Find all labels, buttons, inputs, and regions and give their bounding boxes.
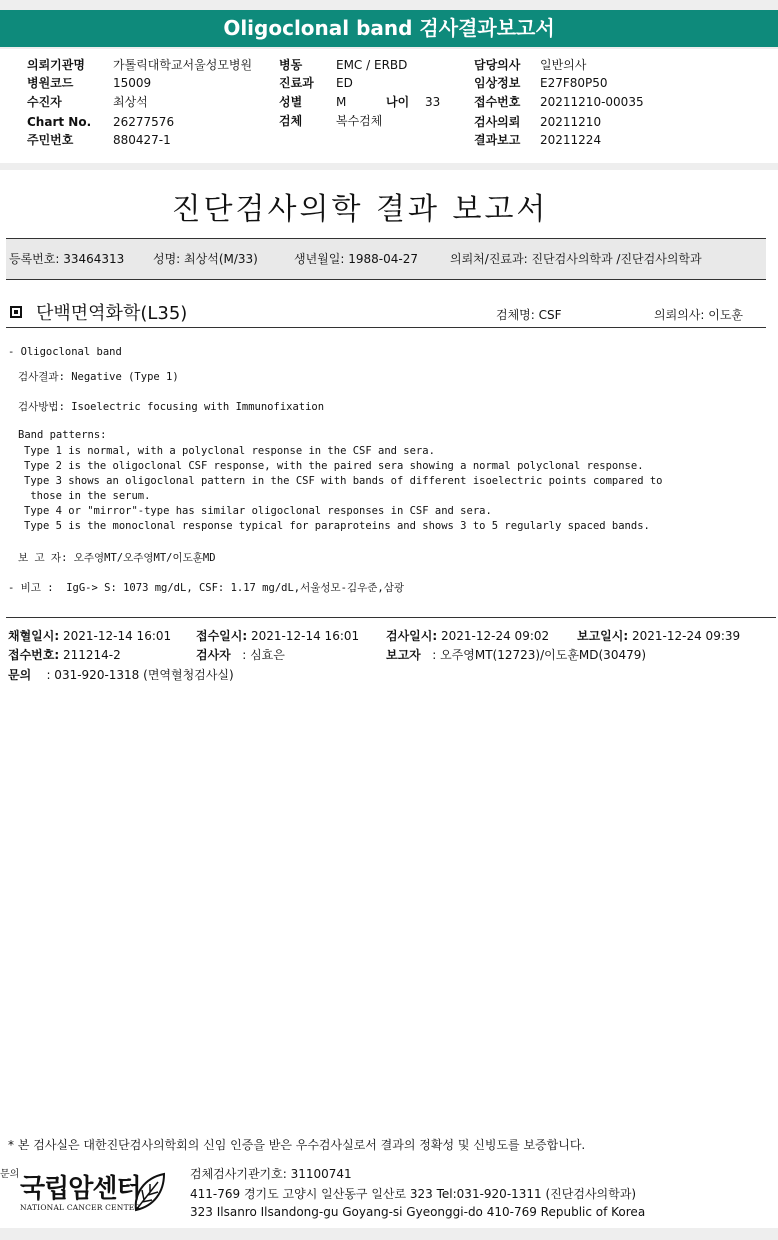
info-label: Chart No. bbox=[27, 115, 92, 129]
band-pattern-line: Type 2 is the oligoclonal CSF response, with the paired sera showing a normal polyclonal response. bbox=[24, 460, 644, 472]
band-pattern-line: Type 5 is the monoclonal response typical for paraproteins and shows 3 to 5 regularly spaced bands. bbox=[24, 520, 650, 532]
info-value: M bbox=[336, 95, 347, 109]
info-label: 검사의뢰 bbox=[474, 115, 521, 129]
request-info-panel bbox=[0, 49, 778, 163]
info-label: 접수번호 bbox=[474, 95, 521, 109]
test-result: 검사결과: Negative (Type 1) bbox=[18, 371, 179, 383]
birth-date: 생년월일: 1988-04-27 bbox=[294, 252, 418, 266]
info-label: 주민번호 bbox=[27, 133, 74, 147]
logo-text: 국립암센터 bbox=[20, 1174, 141, 1204]
ordering-doctor: 의뢰의사: 이도훈 bbox=[654, 308, 744, 322]
band-patterns-title: Band patterns: bbox=[18, 429, 107, 441]
tester: 검사자 : 심효은 bbox=[196, 648, 285, 662]
info-value: 일반의사 bbox=[540, 58, 587, 72]
info-label: 나이 bbox=[386, 95, 410, 109]
collect-datetime: 채혈일시: 2021-12-14 16:01 bbox=[8, 629, 172, 643]
info-value: 20211224 bbox=[540, 133, 602, 147]
info-value: 20211210 bbox=[540, 115, 602, 129]
report-paper bbox=[0, 170, 778, 1228]
institution-code: 검체검사기관기호: 31100741 bbox=[190, 1167, 352, 1181]
divider bbox=[6, 617, 776, 618]
band-pattern-line: Type 3 shows an oligoclonal pattern in the CSF with bands of different isoelectric points compared to bbox=[24, 475, 663, 487]
referring-dept: 의뢰처/진료과: 진단검사의학과 /진단검사의학과 bbox=[450, 252, 702, 266]
info-value: 복수검체 bbox=[336, 114, 383, 128]
report-title: 진단검사의학 결과 보고서 bbox=[171, 192, 549, 227]
info-value: E27F80P50 bbox=[540, 76, 608, 90]
report-datetime: 보고일시: 2021-12-24 09:39 bbox=[577, 629, 741, 643]
receive-number: 접수번호: 211214-2 bbox=[8, 648, 121, 662]
info-label: 임상정보 bbox=[474, 76, 521, 90]
reporter-line: 보 고 자: 오주영MT/오주영MT/이도훈MD bbox=[18, 552, 216, 564]
info-value: 20211210-00035 bbox=[540, 95, 644, 109]
band-pattern-line: those in the serum. bbox=[24, 490, 151, 502]
test-method: 검사방법: Isoelectric focusing with Immunofixation bbox=[18, 401, 325, 413]
info-value: ED bbox=[336, 76, 353, 90]
info-value: 26277576 bbox=[113, 115, 175, 129]
section-title: 단백면역화학(L35) bbox=[36, 303, 188, 324]
specimen-name: 검체명: CSF bbox=[496, 308, 562, 322]
info-label: 담당의사 bbox=[474, 58, 521, 72]
info-label: 병원코드 bbox=[27, 76, 74, 90]
info-label: 수진자 bbox=[27, 95, 62, 109]
info-value: 가톨릭대학교서울성모병원 bbox=[113, 58, 253, 72]
band-pattern-line: Type 4 or "mirror"-type has similar oligoclonal responses in CSF and sera. bbox=[24, 505, 492, 517]
info-label: 검체 bbox=[279, 114, 303, 128]
info-value: 880427-1 bbox=[113, 133, 171, 147]
info-value: EMC / ERBD bbox=[336, 58, 408, 72]
registration-bar bbox=[6, 238, 766, 280]
info-label: 의뢰기관명 bbox=[27, 58, 85, 72]
report-header: Oligoclonal band 검사결과보고서 bbox=[0, 10, 778, 47]
info-value: 33 bbox=[425, 95, 441, 109]
address-english: 323 Ilsanro Ilsandong-gu Goyang-si Gyeonggi-do 410-769 Republic of Korea bbox=[190, 1205, 646, 1219]
info-value: 최상석 bbox=[113, 95, 148, 109]
reporter: 보고자 : 오주영MT(12723)/이도훈MD(30479) bbox=[386, 648, 647, 662]
info-label: 결과보고 bbox=[474, 133, 521, 147]
section-header bbox=[6, 300, 766, 328]
logo-subtext: NATIONAL CANCER CENTER bbox=[20, 1203, 141, 1212]
band-pattern-line: Type 1 is normal, with a polyclonal response in the CSF and sera. bbox=[24, 445, 435, 457]
address-korean: 411-769 경기도 고양시 일산동구 일산로 323 Tel:031-920-1311 (진단검사의학과) bbox=[190, 1187, 637, 1201]
test-datetime: 검사일시: 2021-12-24 09:02 bbox=[386, 629, 550, 643]
square-bullet-icon bbox=[10, 306, 22, 318]
leaf-logo-icon bbox=[128, 1170, 168, 1214]
note-line: - 비고 : IgG-> S: 1073 mg/dL, CSF: 1.17 mg/dL,서울성모-김우준,삼광 bbox=[8, 582, 405, 594]
patient-name: 성명: 최상석(M/33) bbox=[153, 252, 258, 266]
info-label: 성별 bbox=[279, 95, 303, 109]
registration-number: 등록번호: 33464313 bbox=[9, 252, 125, 266]
info-label: 병동 bbox=[279, 58, 303, 72]
test-name: - Oligoclonal band bbox=[8, 346, 122, 358]
info-value: 15009 bbox=[113, 76, 152, 90]
contact: 문의 : 031-920-1318 (면역혈청검사실) bbox=[8, 668, 234, 682]
info-label: 진료과 bbox=[279, 76, 314, 90]
receive-datetime: 접수일시: 2021-12-14 16:01 bbox=[196, 629, 360, 643]
contact-label: 문의 bbox=[0, 1169, 20, 1180]
certification-note: * 본 검사실은 대한진단검사의학회의 신임 인증을 받은 우수검사실로서 결과의 정확성 및 신빙도를 보증합니다. bbox=[8, 1138, 586, 1152]
